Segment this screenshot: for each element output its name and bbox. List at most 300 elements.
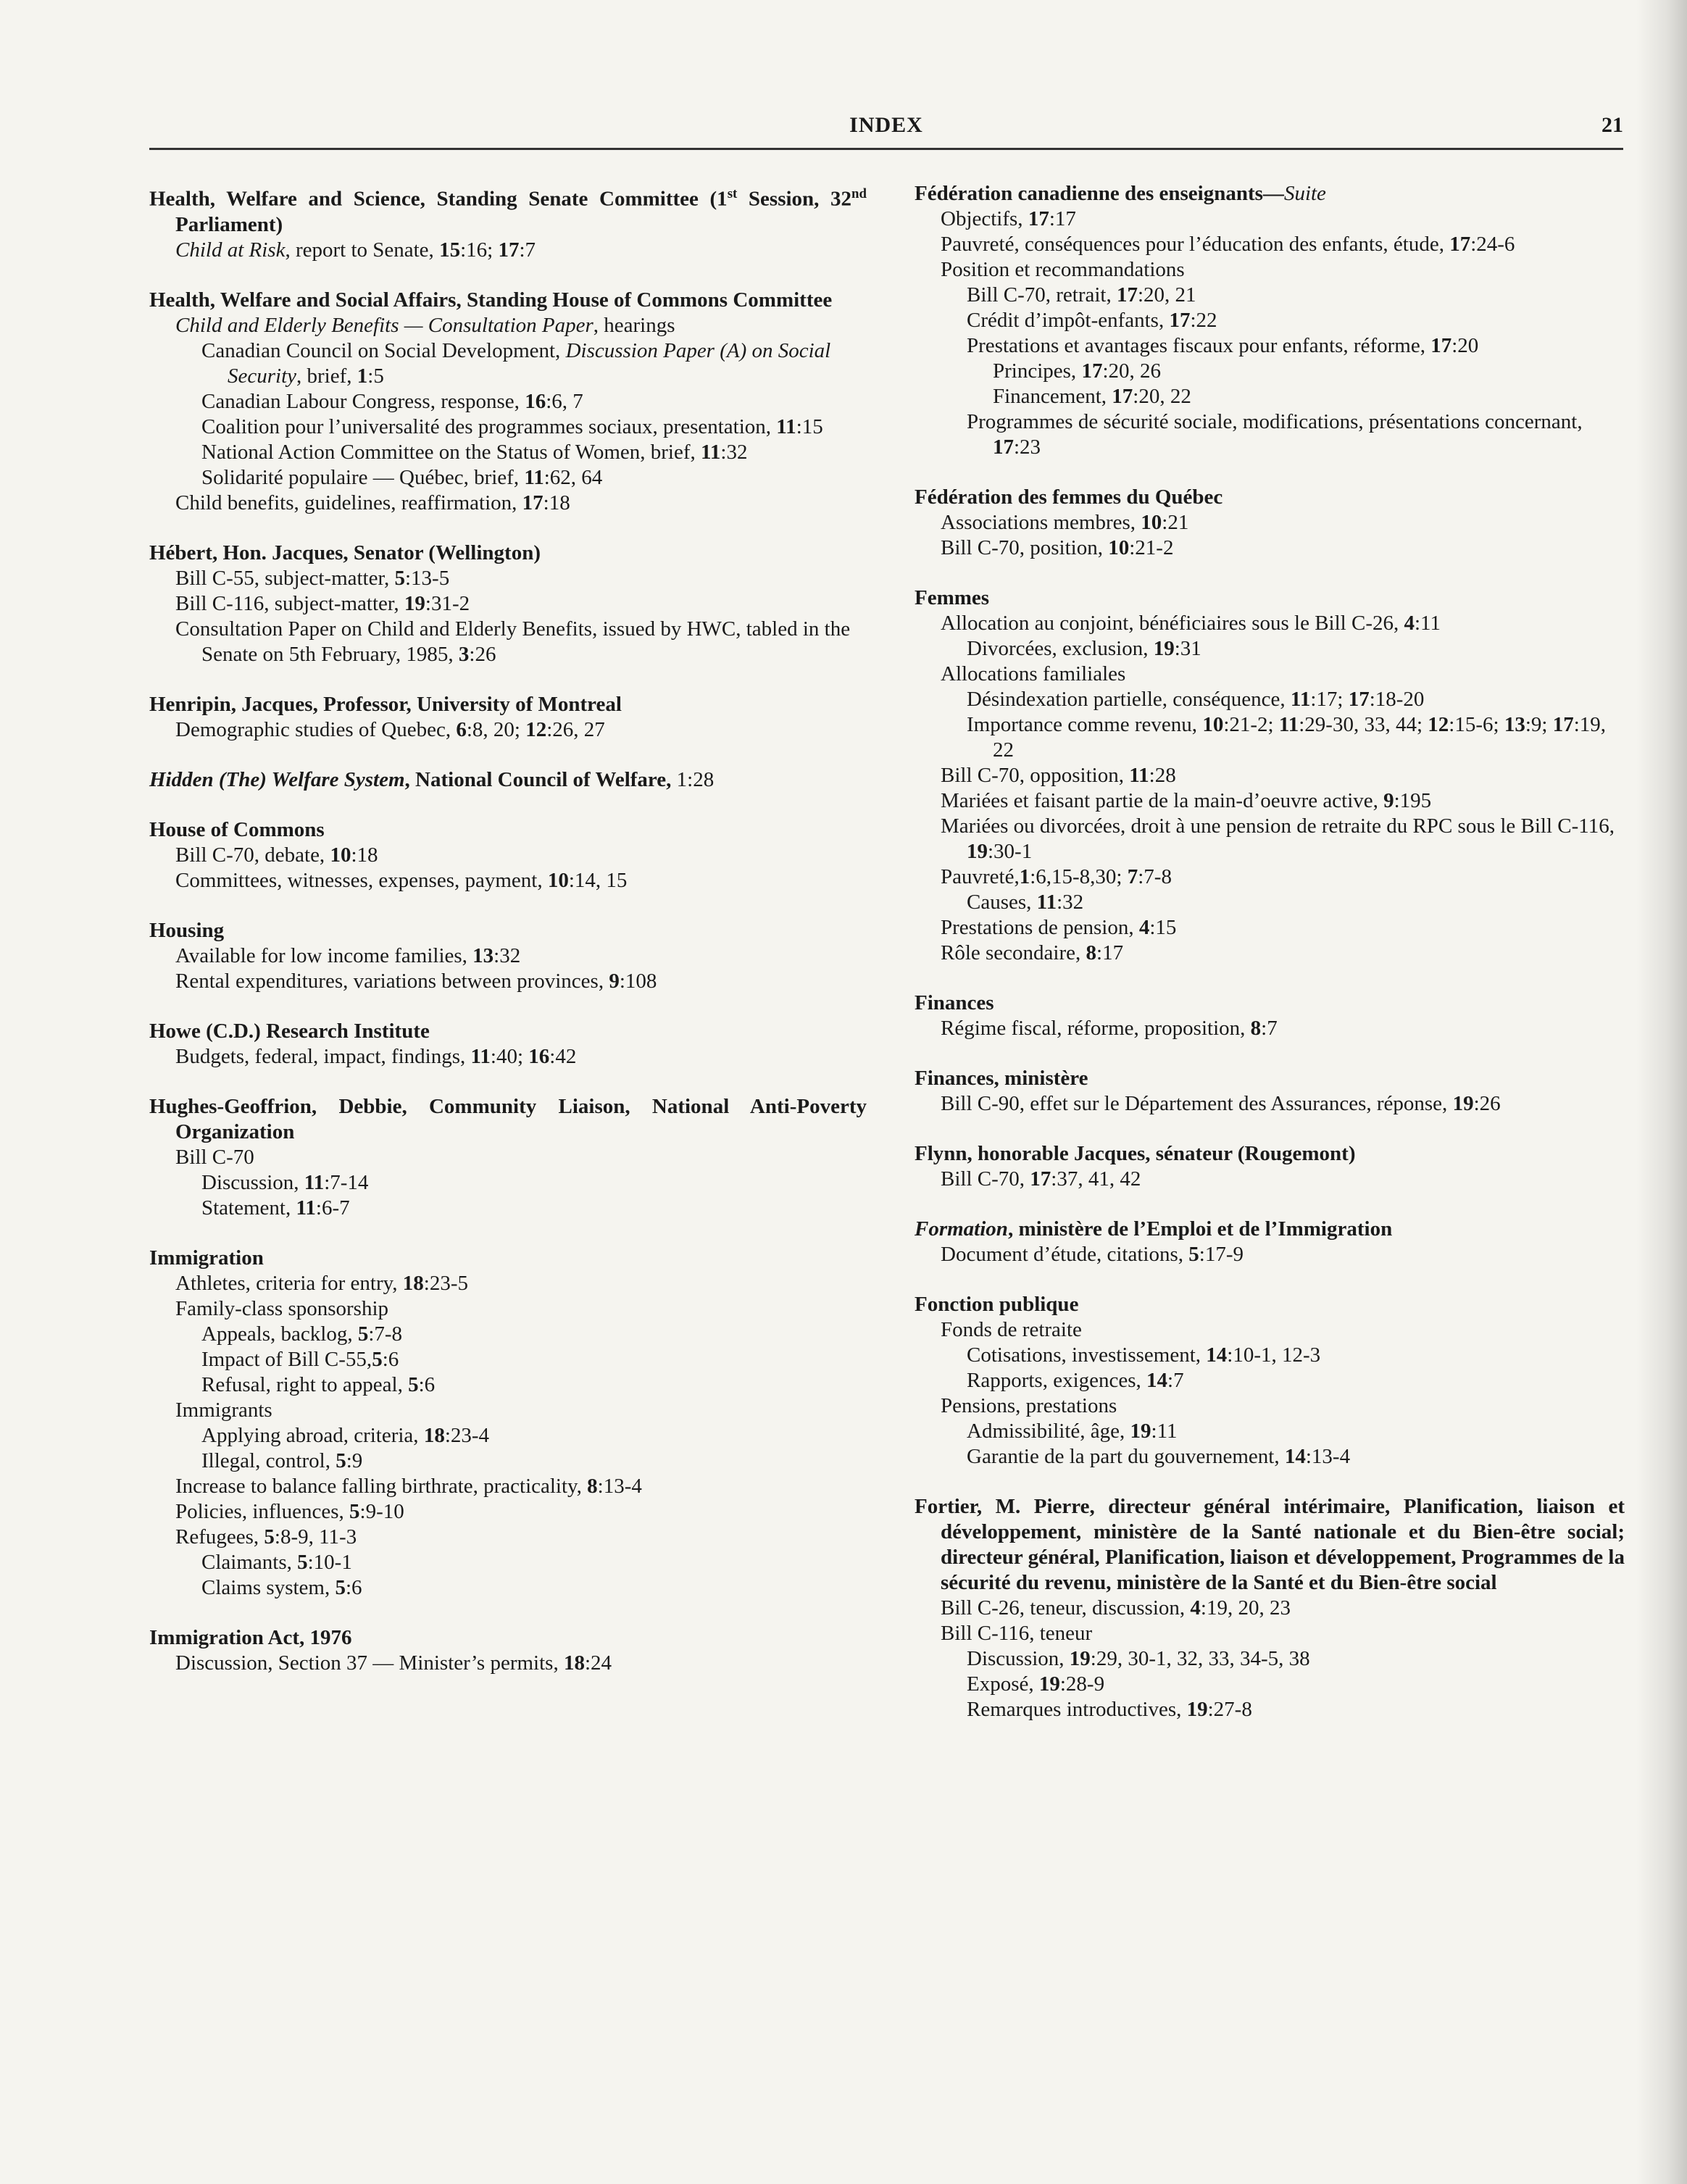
index-subentry: [149, 338, 867, 389]
entry-text-part: Garantie de la part du gouvernement,: [967, 1445, 1285, 1468]
entry-text-part: 3: [458, 642, 470, 666]
entry-text-part: :30-1: [988, 840, 1033, 863]
index-subentry: [149, 1145, 867, 1170]
entry-text-part: 1: [676, 767, 688, 791]
entry-text-part: :6: [418, 1372, 436, 1396]
index-subentry: [915, 257, 1625, 283]
entry-text-part: :8, 20;: [466, 717, 526, 741]
entry-text-part: , brief,: [296, 364, 357, 388]
entry-text-part: 19: [1038, 1672, 1060, 1696]
entry-text-part: 17: [993, 435, 1014, 459]
entry-text-part: :6-7: [315, 1196, 350, 1220]
entry-text-part: Bill C-70, retrait,: [967, 283, 1117, 307]
entry-text-part: 14: [1206, 1343, 1228, 1367]
entry-text-part: Family-class sponsorship: [175, 1296, 389, 1320]
entry-text-part: 11: [776, 414, 796, 438]
entry-text-part: 4: [1404, 612, 1415, 635]
entry-text-part: Discussion, Section 37 — Minister’s permits,: [175, 1651, 564, 1675]
entry-text-part: 5: [372, 1347, 383, 1371]
index-subentry: [149, 1372, 867, 1398]
index-subentry: [915, 1091, 1625, 1117]
entry-text-part: 1: [357, 364, 368, 388]
entry-text-part: Fédération des femmes du Québec: [915, 485, 1223, 509]
index-subentry: [149, 1271, 867, 1296]
entry-text-part: 18: [423, 1423, 445, 1447]
entry-text-part: :20, 22: [1133, 385, 1191, 408]
entry-text-part: 19: [967, 840, 988, 863]
index-entry: [149, 288, 867, 516]
index-subentry: [149, 1296, 867, 1322]
entry-text-part: 10: [547, 868, 569, 892]
entry-text-part: 9: [609, 969, 620, 993]
entry-text-part: Cotisations, investissement,: [967, 1343, 1207, 1367]
entry-text-part: 17: [1449, 233, 1471, 256]
index-entry: [149, 1094, 867, 1221]
index-entry-heading: [915, 991, 1625, 1016]
index-entry-heading: [149, 767, 867, 793]
entry-text-part: :17-9: [1199, 1243, 1244, 1266]
index-subentry: [915, 890, 1625, 915]
index-subentry: [149, 591, 867, 617]
entry-text-part: :28-9: [1059, 1672, 1105, 1696]
entry-text-part: 9: [1383, 789, 1394, 812]
entry-text-part: 19: [1069, 1647, 1091, 1670]
entry-text-part: :195: [1394, 789, 1432, 812]
entry-text-part: Health, Welfare and Science, Standing Senate Committee (1: [149, 187, 728, 211]
entry-text-part: :19, 20, 23: [1200, 1596, 1291, 1620]
entry-text-part: :6,15-8,30;: [1030, 865, 1128, 888]
entry-text-part: :23-4: [444, 1423, 490, 1447]
index-subentry: [149, 465, 867, 491]
index-subentry: [149, 1170, 867, 1196]
entry-text-part: Parliament): [175, 212, 283, 236]
entry-text-part: Femmes: [915, 586, 990, 609]
entry-text-part: :108: [619, 969, 657, 993]
entry-text-part: 17: [498, 238, 520, 262]
entry-text-part: 17: [1348, 688, 1370, 711]
entry-text-part: :23: [1014, 435, 1041, 459]
entry-text-part: Immigration: [149, 1246, 264, 1270]
entry-text-part: 10: [1202, 713, 1224, 736]
index-entry-heading: [915, 1494, 1625, 1596]
index-subentry: [915, 283, 1625, 308]
index-subentry: [915, 359, 1625, 384]
entry-text-part: Refusal, right to appeal,: [201, 1372, 409, 1396]
entry-text-part: Canadian Labour Congress, response,: [201, 389, 525, 413]
entry-text-part: Coalition pour l’universalité des programmes sociaux, presentation,: [201, 414, 777, 438]
index-subentry: [149, 1398, 867, 1423]
entry-text-part: Bill C-70, position,: [941, 536, 1109, 559]
index-entry-heading: [149, 817, 867, 843]
entry-text-part: 7: [1127, 865, 1138, 888]
entry-text-part: :13-5: [404, 566, 450, 590]
entry-text-part: :18: [351, 843, 378, 867]
entry-text-part: Rental expenditures, variations between provinces,: [175, 969, 609, 993]
entry-text-part: Allocation au conjoint, bénéficiaires sous le Bill C-26,: [941, 612, 1404, 635]
entry-text-part: Immigrants: [175, 1398, 272, 1422]
entry-text-part: 10: [330, 843, 351, 867]
entry-text-part: House of Commons: [149, 817, 325, 841]
index-subentry: [149, 717, 867, 743]
index-subentry: [915, 1393, 1625, 1419]
index-entry-heading: [915, 1292, 1625, 1317]
entry-text-part: 5: [357, 1322, 369, 1346]
index-subentry: [149, 1449, 867, 1474]
entry-text-part: 19: [1130, 1420, 1151, 1443]
entry-text-part: 11: [470, 1044, 491, 1068]
index-subentry: [149, 1322, 867, 1347]
entry-text-part: :7: [519, 238, 536, 262]
entry-text-part: :7-8: [1138, 865, 1172, 888]
entry-text-part: Statement,: [201, 1196, 296, 1220]
page-title: INDEX: [849, 113, 923, 137]
page-number: 21: [1601, 113, 1623, 137]
entry-text-part: 17: [1430, 334, 1452, 357]
entry-text-part: Finances, ministère: [915, 1067, 1088, 1090]
index-entry: [149, 767, 867, 793]
index-subentry: [915, 308, 1625, 333]
entry-text-part: :17: [1096, 941, 1124, 964]
index-subentry: [149, 1550, 867, 1575]
entry-text-part: Position et recommandations: [941, 258, 1185, 281]
entry-text-part: :37, 41, 42: [1051, 1167, 1141, 1191]
index-entry: [915, 585, 1625, 966]
entry-text-part: Bill C-90, effet sur le Département des Assurances, réponse,: [941, 1092, 1453, 1115]
index-entry-heading: [149, 1094, 867, 1145]
entry-text-part: 13: [472, 943, 494, 967]
index-entry-heading: [149, 541, 867, 566]
entry-text-part: :20, 21: [1138, 283, 1196, 307]
entry-text-part: :31-2: [425, 591, 470, 615]
entry-text-part: :21-2: [1129, 536, 1174, 559]
entry-text-part: Pensions, prestations: [941, 1394, 1117, 1417]
entry-text-part: 17: [1112, 385, 1133, 408]
entry-text-part: Bill C-26, teneur, discussion,: [941, 1596, 1191, 1620]
index-entry: [915, 1494, 1625, 1722]
entry-text-part: :10-1, 12-3: [1227, 1343, 1321, 1367]
entry-text-part: 11: [1036, 891, 1057, 914]
index-entry-heading: [149, 1019, 867, 1044]
entry-text-part: 11: [1278, 713, 1299, 736]
index-subentry: [149, 1474, 867, 1499]
entry-text-part: Bill C-55, subject-matter,: [175, 566, 395, 590]
entry-text-part: :16;: [460, 238, 499, 262]
entry-text-part: Importance comme revenu,: [967, 713, 1203, 736]
entry-text-part: Hébert, Hon. Jacques, Senator (Wellington): [149, 541, 541, 564]
entry-text-part: 17: [1081, 359, 1103, 383]
entry-text-part: :7: [1167, 1369, 1184, 1392]
entry-text-part: 1: [1019, 865, 1030, 888]
entry-text-part: :5: [367, 364, 384, 388]
entry-text-part: 18: [402, 1271, 424, 1295]
entry-text-part: :8-9, 11-3: [274, 1525, 357, 1549]
entry-text-part: Suite: [1283, 182, 1326, 205]
index-subentry: [915, 1016, 1625, 1041]
index-entry: [915, 991, 1625, 1041]
index-entry: [915, 1292, 1625, 1470]
index-subentry: [915, 1646, 1625, 1672]
entry-text-part: Associations membres,: [941, 511, 1141, 534]
entry-text-part: 5: [349, 1499, 360, 1523]
entry-text-part: 10: [1108, 536, 1130, 559]
index-subentry: [149, 868, 867, 893]
index-entry: [149, 817, 867, 893]
entry-text-part: 16: [525, 389, 546, 413]
index-subentry: [149, 440, 867, 465]
entry-text-part: 4: [1190, 1596, 1201, 1620]
binding-shadow: [1636, 0, 1687, 2184]
entry-text-part: 14: [1146, 1369, 1168, 1392]
index-entry-heading: [915, 1141, 1625, 1167]
index-subentry: [915, 1317, 1625, 1343]
index-subentry: [915, 864, 1625, 890]
entry-text-part: Bill C-70: [175, 1145, 254, 1169]
entry-text-part: Document d’étude, citations,: [941, 1243, 1189, 1266]
entry-text-part: :10-1: [307, 1550, 352, 1574]
index-entry: [149, 1246, 867, 1601]
entry-text-part: :13-4: [597, 1474, 642, 1498]
entry-text-part: 17: [522, 491, 543, 514]
entry-text-part: :26: [1473, 1092, 1501, 1115]
entry-text-part: :6, 7: [546, 389, 583, 413]
entry-text-part: Discussion,: [967, 1647, 1070, 1670]
entry-text-part: 11: [1129, 764, 1149, 787]
entry-text-part: Appeals, backlog,: [201, 1322, 358, 1346]
index-subentry: [149, 1196, 867, 1221]
entry-text-part: Crédit d’impôt-enfants,: [967, 309, 1170, 332]
entry-text-part: :15-6;: [1449, 713, 1504, 736]
index-subentry: [149, 1423, 867, 1449]
entry-text-part: 4: [1138, 916, 1150, 939]
entry-text-part: Canadian Council on Social Development,: [201, 338, 566, 362]
index-entry: [915, 485, 1625, 561]
entry-text-part: Howe (C.D.) Research Institute: [149, 1019, 430, 1043]
entry-text-part: :6: [345, 1575, 362, 1599]
entry-text-part: Prestations et avantages fiscaux pour enfants, réforme,: [967, 334, 1431, 357]
entry-text-part: :40;: [490, 1044, 529, 1068]
index-subentry: [915, 763, 1625, 788]
index-entry-heading: [149, 288, 867, 313]
entry-text-part: :28: [687, 767, 715, 791]
entry-text-part: Housing: [149, 918, 225, 942]
entry-text-part: Claims system,: [201, 1575, 336, 1599]
entry-text-part: 19: [404, 591, 425, 615]
index-subentry: [915, 788, 1625, 814]
entry-text-part: Solidarité populaire — Québec, brief,: [201, 465, 525, 489]
entry-text-part: :42: [549, 1044, 577, 1068]
entry-text-part: 5: [1188, 1243, 1199, 1266]
entry-text-part: :17: [1049, 207, 1076, 230]
index-subentry: [915, 611, 1625, 636]
entry-text-part: 11: [296, 1196, 316, 1220]
entry-text-part: :24: [584, 1651, 612, 1675]
index-entry: [915, 1066, 1625, 1117]
entry-text-part: 5: [335, 1575, 346, 1599]
entry-text-part: :24-6: [1470, 233, 1515, 256]
index-subentry: [149, 566, 867, 591]
entry-text-part: Admissibilité, âge,: [967, 1420, 1130, 1443]
entry-text-part: Immigration Act, 1976: [149, 1625, 352, 1649]
entry-text-part: Child at Risk: [175, 238, 286, 262]
entry-text-part: Hidden (The) Welfare System: [149, 767, 405, 791]
entry-text-part: Available for low income families,: [175, 943, 473, 967]
index-subentry: [149, 1525, 867, 1550]
entry-text-part: :18-20: [1369, 688, 1425, 711]
index-entry-heading: [149, 918, 867, 943]
entry-text-part: :15: [1149, 916, 1177, 939]
entry-text-part: :9-10: [359, 1499, 404, 1523]
entry-text-part: 8: [1250, 1017, 1262, 1040]
index-column-right: [915, 181, 1625, 1747]
index-entry-heading: [149, 181, 867, 238]
index-subentry: [915, 712, 1625, 763]
entry-text-part: :26: [469, 642, 496, 666]
entry-text-part: :15: [796, 414, 823, 438]
entry-text-part: Mariées ou divorcées, droit à une pension de retraite du RPC sous le Bill C-116,: [941, 814, 1615, 838]
header-rule: [149, 148, 1623, 150]
index-subentry: [915, 384, 1625, 409]
entry-text-part: Flynn, honorable Jacques, sénateur (Rougemont): [915, 1142, 1356, 1165]
entry-text-part: 17: [1028, 207, 1049, 230]
entry-text-part: :26, 27: [546, 717, 605, 741]
index-entry-heading: [915, 585, 1625, 611]
entry-text-part: :32: [1057, 891, 1084, 914]
entry-text-part: Bill C-70,: [941, 1167, 1030, 1191]
entry-text-part: Exposé,: [967, 1672, 1039, 1696]
entry-text-part: Consultation Paper on Child and Elderly Benefits, issued by HWC, tabled in the Senate on 5th February, 1985,: [175, 617, 851, 666]
index-subentry: [915, 941, 1625, 966]
entry-text-part: Henripin, Jacques, Professor, University of Montreal: [149, 692, 622, 716]
entry-text-part: 5: [297, 1550, 308, 1574]
entry-text-part: Fédération canadienne des enseignants—: [915, 182, 1284, 205]
index-entry-heading: [915, 485, 1625, 510]
index-subentry: [149, 1044, 867, 1070]
index-entry-heading: [915, 1066, 1625, 1091]
index-subentry: [915, 687, 1625, 712]
entry-text-part: 12: [1428, 713, 1449, 736]
entry-text-part: , hearings: [593, 313, 675, 337]
entry-text-part: :7-8: [368, 1322, 403, 1346]
entry-text-part: 11: [524, 465, 544, 489]
entry-text-part: Régime fiscal, réforme, proposition,: [941, 1017, 1251, 1040]
entry-text-part: Demographic studies of Quebec,: [175, 717, 457, 741]
index-subentry: [149, 1347, 867, 1372]
entry-text-part: 16: [528, 1044, 550, 1068]
entry-text-part: Increase to balance falling birthrate, practicality,: [175, 1474, 588, 1498]
index-subentry: [149, 389, 867, 414]
entry-text-part: :18: [543, 491, 570, 514]
index-subentry: [915, 1621, 1625, 1646]
index-entry-heading: [149, 1246, 867, 1271]
index-subentry: [915, 1444, 1625, 1470]
index-subentry: [915, 535, 1625, 561]
index-subentry: [915, 1596, 1625, 1621]
index-subentry: [915, 1697, 1625, 1722]
entry-text-part: Finances: [915, 991, 994, 1014]
entry-text-part: :28: [1149, 764, 1176, 787]
entry-text-part: Health, Welfare and Social Affairs, Standing House of Commons Committee: [149, 288, 833, 312]
entry-text-part: :23-5: [423, 1271, 468, 1295]
entry-text-part: 17: [1552, 713, 1574, 736]
index-entry: [149, 541, 867, 667]
entry-text-part: Remarques introductives,: [967, 1698, 1187, 1721]
index-subentry: [915, 232, 1625, 257]
entry-text-part: Allocations familiales: [941, 662, 1126, 685]
entry-text-part: :7: [1261, 1017, 1278, 1040]
entry-text-part: :29, 30-1, 32, 33, 34-5, 38: [1090, 1647, 1310, 1670]
entry-text-part: :27-8: [1207, 1698, 1252, 1721]
index-subentry: [915, 1419, 1625, 1444]
index-entry: [915, 181, 1625, 460]
entry-text-part: :32: [493, 943, 521, 967]
entry-text-part: National Action Committee on the Status of Women, brief,: [201, 440, 701, 464]
entry-text-part: :19, 22: [993, 713, 1606, 762]
entry-text-part: Refugees,: [175, 1525, 264, 1549]
index-subentry: [149, 491, 867, 516]
entry-text-part: 17: [1030, 1167, 1051, 1191]
entry-text-part: :7-14: [324, 1170, 369, 1194]
entry-text-part: Pauvreté,: [941, 865, 1020, 888]
entry-text-part: Divorcées, exclusion,: [967, 637, 1154, 660]
entry-text-part: 15: [439, 238, 461, 262]
entry-text-part: 19: [1186, 1698, 1208, 1721]
entry-text-part: Policies, influences,: [175, 1499, 350, 1523]
index-entry-heading: [149, 692, 867, 717]
index-subentry: [149, 1575, 867, 1601]
index-subentry: [149, 1651, 867, 1676]
entry-text-part: Impact of Bill C-55,: [201, 1347, 372, 1371]
index-entry: [915, 1217, 1625, 1267]
entry-text-part: 5: [264, 1525, 275, 1549]
entry-text-part: :17;: [1310, 688, 1349, 711]
index-subentry: [915, 1242, 1625, 1267]
index-subentry: [915, 1368, 1625, 1393]
index-entry: [149, 181, 867, 263]
entry-text-part: Bill C-70, opposition,: [941, 764, 1130, 787]
entry-text-part: :6: [382, 1347, 399, 1371]
index-subentry: [915, 207, 1625, 232]
entry-text-part: 11: [701, 440, 721, 464]
entry-text-part: Fonds de retraite: [941, 1318, 1082, 1341]
entry-text-part: :11: [1151, 1420, 1178, 1443]
entry-text-part: 19: [1452, 1092, 1474, 1115]
entry-text-part: Causes,: [967, 891, 1037, 914]
entry-text-part: Prestations de pension,: [941, 916, 1139, 939]
entry-text-part: Pauvreté, conséquences pour l’éducation des enfants, étude,: [941, 233, 1450, 256]
index-subentry: [915, 333, 1625, 359]
entry-text-part: Illegal, control,: [201, 1449, 336, 1472]
entry-text-part: , ministère de l’Emploi et de l’Immigration: [1007, 1217, 1393, 1241]
entry-text-part: Discussion,: [201, 1170, 304, 1194]
entry-text-part: Child and Elderly Benefits — Consultation Paper: [175, 313, 593, 337]
entry-text-part: 19: [1153, 637, 1175, 660]
index-subentry: [915, 915, 1625, 941]
index-subentry: [915, 1672, 1625, 1697]
entry-text-part: Athletes, criteria for entry,: [175, 1271, 403, 1295]
index-subentry: [149, 313, 867, 338]
index-subentry: [915, 1167, 1625, 1192]
entry-text-part: Budgets, federal, impact, findings,: [175, 1044, 471, 1068]
entry-text-part: :20: [1451, 334, 1479, 357]
index-subentry: [915, 409, 1625, 460]
index-subentry: [915, 510, 1625, 535]
entry-text-part: :9;: [1525, 713, 1553, 736]
entry-text-part: 14: [1284, 1445, 1306, 1468]
entry-text-part: 8: [1086, 941, 1097, 964]
entry-text-part: Child benefits, guidelines, reaffirmation,: [175, 491, 522, 514]
entry-text-part: Bill C-116, subject-matter,: [175, 591, 404, 615]
entry-text-part: 13: [1504, 713, 1525, 736]
